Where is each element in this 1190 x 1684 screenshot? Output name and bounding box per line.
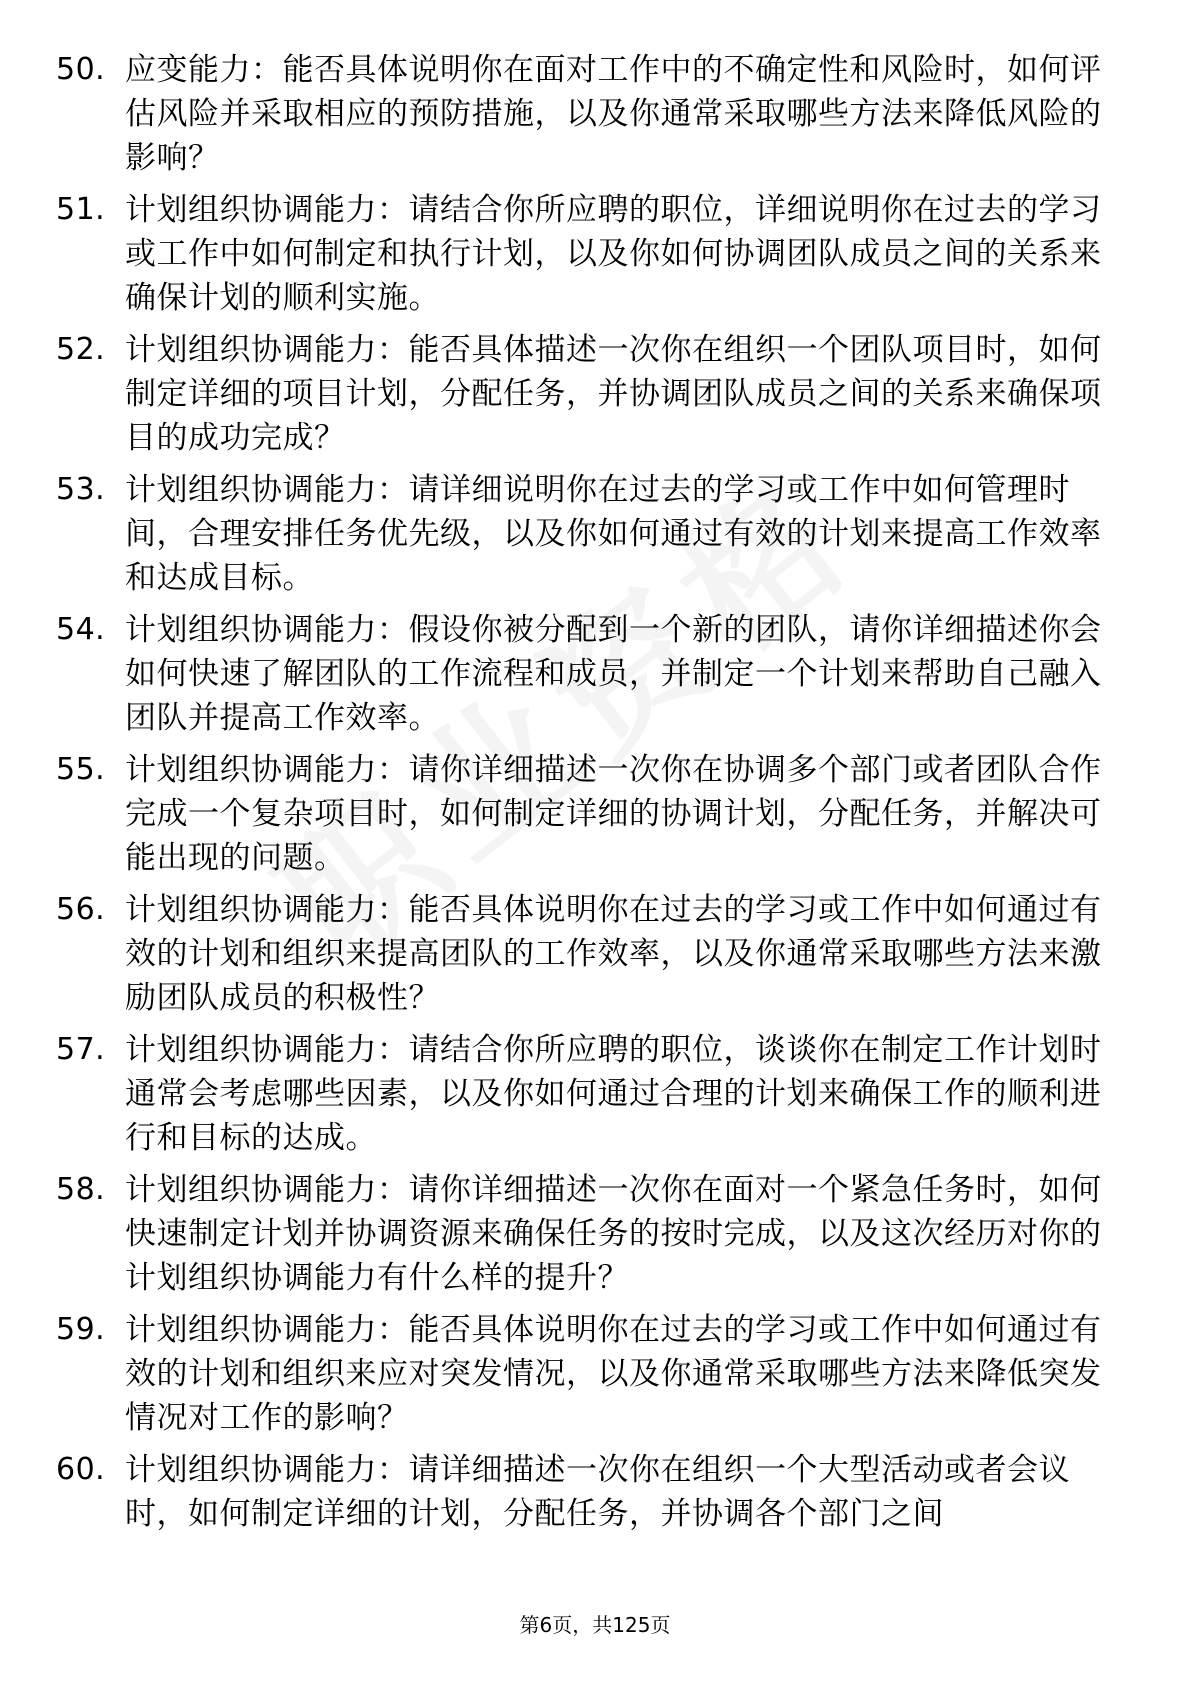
question-list [0, 48, 1190, 1544]
question-number: 52. [56, 332, 106, 367]
question-item [0, 1448, 1190, 1536]
question-item [0, 1308, 1190, 1440]
question-number: 55. [56, 752, 106, 787]
question-number: 58. [56, 1172, 106, 1207]
question-text: 计划组织协调能力：请详细描述一次你在组织一个大型活动或者会议时，如何制定详细的计划，分配任务，并协调各个部门之间 [125, 1452, 1070, 1532]
question-number: 56. [56, 892, 106, 927]
question-number: 60. [56, 1452, 106, 1487]
question-text: 计划组织协调能力：能否具体说明你在过去的学习或工作中如何通过有效的计划和组织来提高团队的工作效率，以及你通常采取哪些方法来激励团队成员的积极性？ [125, 892, 1102, 1016]
question-text: 计划组织协调能力：请结合你所应聘的职位，详细说明你在过去的学习或工作中如何制定和执行计划，以及你如何协调团队成员之间的关系来确保计划的顺利实施。 [125, 192, 1102, 316]
question-text: 计划组织协调能力：假设你被分配到一个新的团队，请你详细描述你会如何快速了解团队的工作流程和成员，并制定一个计划来帮助自己融入团队并提高工作效率。 [125, 612, 1102, 736]
question-number: 50. [56, 52, 106, 87]
question-number: 59. [56, 1312, 106, 1347]
question-text: 计划组织协调能力：请你详细描述一次你在协调多个部门或者团队合作完成一个复杂项目时，如何制定详细的协调计划，分配任务，并解决可能出现的问题。 [125, 752, 1102, 876]
question-number: 54. [56, 612, 106, 647]
question-item [0, 48, 1190, 180]
question-number: 51. [56, 192, 106, 227]
question-number: 53. [56, 472, 106, 507]
question-item [0, 1028, 1190, 1160]
question-item [0, 888, 1190, 1020]
question-number: 57. [56, 1032, 106, 1067]
question-item [0, 1168, 1190, 1300]
question-item [0, 188, 1190, 320]
question-text: 计划组织协调能力：请结合你所应聘的职位，谈谈你在制定工作计划时通常会考虑哪些因素，以及你如何通过合理的计划来确保工作的顺利进行和目标的达成。 [125, 1032, 1102, 1156]
question-text: 计划组织协调能力：请你详细描述一次你在面对一个紧急任务时，如何快速制定计划并协调资源来确保任务的按时完成，以及这次经历对你的计划组织协调能力有什么样的提升？ [125, 1172, 1102, 1296]
question-item [0, 748, 1190, 880]
question-item [0, 468, 1190, 600]
question-text: 应变能力：能否具体说明你在面对工作中的不确定性和风险时，如何评估风险并采取相应的预防措施，以及你通常采取哪些方法来降低风险的影响？ [125, 52, 1102, 176]
question-text: 计划组织协调能力：能否具体描述一次你在组织一个团队项目时，如何制定详细的项目计划，分配任务，并协调团队成员之间的关系来确保项目的成功完成？ [125, 332, 1102, 456]
question-text: 计划组织协调能力：请详细说明你在过去的学习或工作中如何管理时间，合理安排任务优先级，以及你如何通过有效的计划来提高工作效率和达成目标。 [125, 472, 1102, 596]
page-footer: 第6页，共125页 [519, 1613, 671, 1637]
question-text: 计划组织协调能力：能否具体说明你在过去的学习或工作中如何通过有效的计划和组织来应对突发情况，以及你通常采取哪些方法来降低突发情况对工作的影响？ [125, 1312, 1102, 1436]
question-item [0, 328, 1190, 460]
question-item [0, 608, 1190, 740]
